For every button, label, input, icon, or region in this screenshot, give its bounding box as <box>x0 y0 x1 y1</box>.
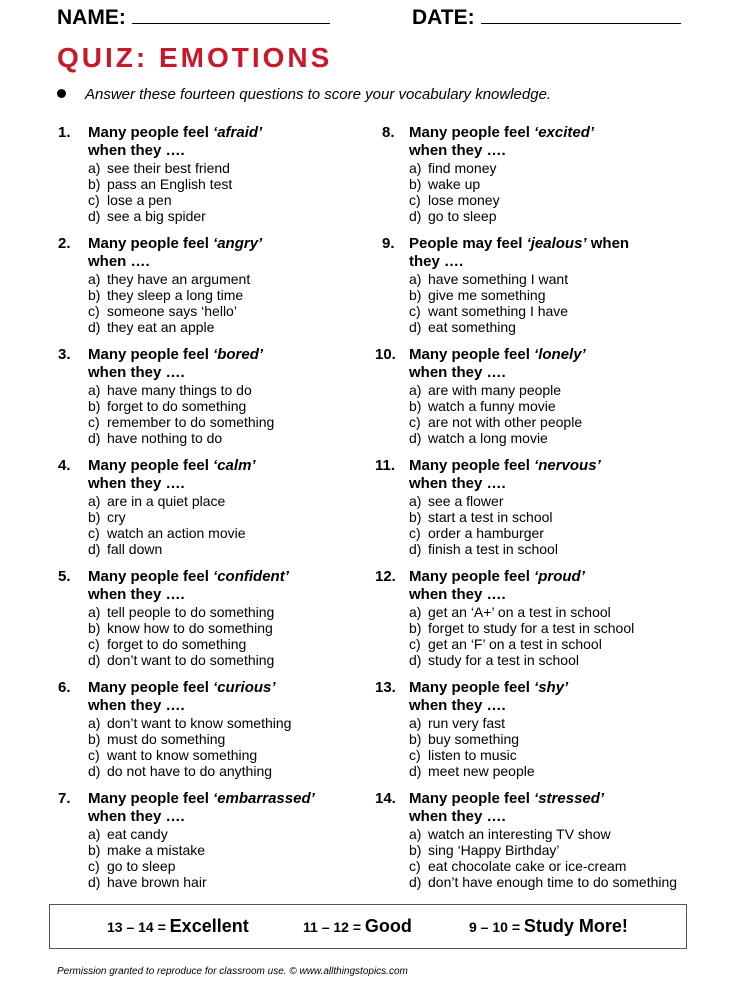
answer-option[interactable] <box>409 652 715 668</box>
option-text: are not with other people <box>428 414 583 430</box>
instructions <box>57 86 551 103</box>
question-prompt-line2: when they …. <box>88 808 185 825</box>
option-letter: c) <box>409 636 421 652</box>
answer-option[interactable] <box>88 731 388 747</box>
answer-option[interactable] <box>409 398 715 414</box>
question-body <box>88 124 388 224</box>
question-prompt <box>409 679 715 697</box>
option-letter: d) <box>409 763 422 779</box>
option-text: tell people to do something <box>107 604 275 620</box>
option-text: see a big spider <box>107 208 206 224</box>
question-prompt-line2: when they …. <box>88 586 185 603</box>
questions-left-column <box>58 124 388 901</box>
question-number: 1. <box>58 124 71 141</box>
answer-option[interactable] <box>409 604 715 620</box>
option-letter: d) <box>88 763 101 779</box>
question-body <box>88 457 388 557</box>
option-letter: b) <box>88 842 101 858</box>
option-letter: c) <box>88 192 100 208</box>
answer-option[interactable] <box>409 525 715 541</box>
option-text: see a flower <box>428 493 504 509</box>
option-letter: d) <box>88 319 101 335</box>
answer-option[interactable] <box>88 747 388 763</box>
option-text: eat something <box>428 319 516 335</box>
questions-right-column <box>375 124 715 901</box>
option-letter: b) <box>88 731 101 747</box>
question-prompt <box>88 679 388 697</box>
option-text: watch a funny movie <box>428 398 556 414</box>
answer-option[interactable] <box>409 826 715 842</box>
score-good <box>303 916 412 937</box>
option-text: forget to study for a test in school <box>428 620 635 636</box>
option-letter: a) <box>409 271 422 287</box>
option-text: pass an English test <box>107 176 233 192</box>
option-letter: d) <box>409 541 422 557</box>
date-label: DATE: <box>412 6 475 29</box>
answer-option[interactable] <box>88 493 388 509</box>
option-text: make a mistake <box>107 842 206 858</box>
answer-option[interactable] <box>409 493 715 509</box>
bullet-icon <box>57 89 66 98</box>
question-prompt <box>409 568 715 586</box>
question-number: 7. <box>58 790 71 807</box>
option-text: finish a test in school <box>428 541 558 557</box>
question-body <box>409 346 715 446</box>
answer-option[interactable] <box>88 604 388 620</box>
answer-option[interactable] <box>88 509 388 525</box>
option-letter: d) <box>88 430 101 446</box>
option-text: see their best friend <box>107 160 230 176</box>
option-text: watch an interesting TV show <box>428 826 611 842</box>
answer-option[interactable] <box>88 271 388 287</box>
answer-option[interactable] <box>88 176 388 192</box>
emotion-word: ‘bored’ <box>213 346 264 363</box>
option-letter: b) <box>409 731 422 747</box>
question-8 <box>375 124 715 235</box>
question-prompt-line2: when they …. <box>409 142 506 159</box>
emotion-word: ‘embarrassed’ <box>213 790 315 807</box>
option-letter: c) <box>88 747 100 763</box>
answer-option[interactable] <box>88 826 388 842</box>
option-letter: b) <box>88 620 101 636</box>
question-number: 9. <box>382 235 395 252</box>
option-text: have many things to do <box>107 382 252 398</box>
question-3 <box>58 346 388 457</box>
answer-option[interactable] <box>88 430 388 446</box>
answer-option[interactable] <box>88 414 388 430</box>
question-11 <box>375 457 715 568</box>
question-prompt <box>409 235 715 253</box>
answer-option[interactable] <box>409 620 715 636</box>
option-text: sing ‘Happy Birthday’ <box>428 842 560 858</box>
option-letter: c) <box>88 303 100 319</box>
option-letter: b) <box>88 176 101 192</box>
score-study-more <box>469 916 628 937</box>
option-letter: c) <box>88 414 100 430</box>
option-text: want something I have <box>428 303 569 319</box>
question-body <box>409 457 715 557</box>
option-text: want to know something <box>107 747 258 763</box>
answer-option[interactable] <box>409 176 715 192</box>
option-text: cry <box>107 509 126 525</box>
option-text: start a test in school <box>428 509 553 525</box>
question-7 <box>58 790 388 901</box>
option-text: buy something <box>428 731 520 747</box>
option-letter: a) <box>409 826 422 842</box>
answer-option[interactable] <box>88 858 388 874</box>
option-letter: c) <box>88 525 100 541</box>
question-number: 5. <box>58 568 71 585</box>
answer-option[interactable] <box>409 874 715 890</box>
question-prompt <box>88 124 388 142</box>
answer-option[interactable] <box>409 192 715 208</box>
question-1 <box>58 124 388 235</box>
answer-option[interactable] <box>409 160 715 176</box>
option-text: go to sleep <box>428 208 497 224</box>
answer-option[interactable] <box>409 271 715 287</box>
option-letter: d) <box>409 208 422 224</box>
prompt-text: Many people feel <box>88 457 214 474</box>
answer-option[interactable] <box>409 208 715 224</box>
answer-option[interactable] <box>409 541 715 557</box>
question-5 <box>58 568 388 679</box>
option-letter: b) <box>409 842 422 858</box>
question-prompt-line2: when they …. <box>409 586 506 603</box>
option-letter: b) <box>88 509 101 525</box>
option-text: they sleep a long time <box>107 287 244 303</box>
emotion-word: ‘calm’ <box>213 457 256 474</box>
prompt-text: People may feel <box>409 235 527 252</box>
answer-option[interactable] <box>409 430 715 446</box>
option-text: know how to do something <box>107 620 273 636</box>
question-13 <box>375 679 715 790</box>
answer-option[interactable] <box>88 525 388 541</box>
score-range: 11 – 12 = <box>303 919 365 935</box>
option-text: get an ‘F’ on a test in school <box>428 636 602 652</box>
prompt-text: Many people feel <box>409 679 535 696</box>
option-text: eat chocolate cake or ice-cream <box>428 858 627 874</box>
score-excellent <box>107 916 249 937</box>
question-body <box>409 235 715 335</box>
option-text: are in a quiet place <box>107 493 226 509</box>
answer-option[interactable] <box>409 715 715 731</box>
option-text: have brown hair <box>107 874 207 890</box>
prompt-text: Many people feel <box>409 457 535 474</box>
question-10 <box>375 346 715 457</box>
option-text: run very fast <box>428 715 506 731</box>
date-field[interactable] <box>412 6 681 30</box>
question-prompt-line2: they …. <box>409 253 464 270</box>
option-letter: d) <box>88 541 101 557</box>
question-body <box>409 568 715 668</box>
question-number: 8. <box>382 124 395 141</box>
question-prompt-line2: when they …. <box>409 808 506 825</box>
question-2 <box>58 235 388 346</box>
question-number: 10. <box>375 346 396 363</box>
option-text: fall down <box>107 541 163 557</box>
prompt-text: Many people feel <box>88 679 214 696</box>
option-letter: d) <box>409 652 422 668</box>
question-prompt <box>409 124 715 142</box>
emotion-word: ‘excited’ <box>534 124 595 141</box>
option-letter: b) <box>409 287 422 303</box>
option-letter: a) <box>409 493 422 509</box>
question-12 <box>375 568 715 679</box>
answer-option[interactable] <box>88 874 388 890</box>
answer-option[interactable] <box>409 763 715 779</box>
question-body <box>88 679 388 779</box>
score-range: 9 – 10 = <box>469 919 524 935</box>
option-text: are with many people <box>428 382 562 398</box>
prompt-text: Many people feel <box>88 235 214 252</box>
option-text: forget to do something <box>107 636 247 652</box>
emotion-word: ‘curious’ <box>213 679 276 696</box>
answer-option[interactable] <box>409 731 715 747</box>
score-grade: Excellent <box>169 916 249 936</box>
option-text: have nothing to do <box>107 430 223 446</box>
question-prompt <box>88 790 388 808</box>
answer-option[interactable] <box>409 382 715 398</box>
question-prompt <box>88 346 388 364</box>
option-text: wake up <box>428 176 481 192</box>
option-letter: a) <box>88 382 101 398</box>
option-text: must do something <box>107 731 226 747</box>
prompt-text: Many people feel <box>88 790 214 807</box>
question-body <box>88 790 388 890</box>
footer-permission: Permission granted to reproduce for classroom use. © www.allthingstopics.com <box>57 966 408 977</box>
prompt-text: Many people feel <box>409 346 535 363</box>
prompt-text-end: when <box>586 235 630 252</box>
question-prompt <box>88 457 388 475</box>
question-number: 11. <box>375 457 396 474</box>
question-number: 4. <box>58 457 71 474</box>
option-letter: d) <box>88 652 101 668</box>
answer-option[interactable] <box>88 382 388 398</box>
prompt-text: Many people feel <box>88 346 214 363</box>
answer-option[interactable] <box>88 192 388 208</box>
answer-option[interactable] <box>88 763 388 779</box>
option-letter: d) <box>88 874 101 890</box>
option-text: they eat an apple <box>107 319 215 335</box>
option-letter: c) <box>409 747 421 763</box>
question-4 <box>58 457 388 568</box>
option-letter: b) <box>409 509 422 525</box>
question-number: 14. <box>375 790 396 807</box>
prompt-text: Many people feel <box>409 568 535 585</box>
question-6 <box>58 679 388 790</box>
question-prompt-line2: when they …. <box>409 475 506 492</box>
question-prompt <box>409 457 715 475</box>
option-letter: a) <box>409 160 422 176</box>
option-letter: d) <box>88 208 101 224</box>
option-letter: b) <box>409 176 422 192</box>
question-body <box>409 124 715 224</box>
option-text: do not have to do anything <box>107 763 273 779</box>
emotion-word: ‘shy’ <box>534 679 569 696</box>
emotion-word: ‘confident’ <box>213 568 289 585</box>
option-letter: a) <box>88 271 101 287</box>
name-label: NAME: <box>57 6 126 29</box>
option-text: find money <box>428 160 497 176</box>
emotion-word: ‘lonely’ <box>534 346 586 363</box>
question-number: 2. <box>58 235 71 252</box>
answer-option[interactable] <box>88 652 388 668</box>
option-letter: a) <box>409 604 422 620</box>
option-letter: d) <box>409 430 422 446</box>
option-text: someone says ‘hello’ <box>107 303 237 319</box>
option-text: they have an argument <box>107 271 251 287</box>
option-letter: a) <box>88 160 101 176</box>
question-prompt-line2: when they …. <box>88 142 185 159</box>
question-body <box>409 679 715 779</box>
question-prompt-line2: when they …. <box>409 697 506 714</box>
option-letter: c) <box>409 525 421 541</box>
option-letter: c) <box>409 414 421 430</box>
question-prompt <box>409 346 715 364</box>
option-letter: a) <box>88 715 101 731</box>
emotion-word: ‘stressed’ <box>534 790 605 807</box>
name-field[interactable] <box>57 6 330 30</box>
option-text: don’t have enough time to do something <box>428 874 678 890</box>
option-letter: b) <box>409 398 422 414</box>
option-letter: d) <box>409 874 422 890</box>
option-text: go to sleep <box>107 858 176 874</box>
score-grade: Good <box>364 916 412 936</box>
option-letter: a) <box>88 826 101 842</box>
option-text: get an ‘A+’ on a test in school <box>428 604 611 620</box>
question-prompt-line2: when …. <box>88 253 150 270</box>
header <box>57 6 697 36</box>
option-letter: b) <box>88 398 101 414</box>
question-body <box>88 235 388 335</box>
answer-option[interactable] <box>409 319 715 335</box>
answer-option[interactable] <box>409 414 715 430</box>
answer-option[interactable] <box>88 398 388 414</box>
scoring-box <box>49 904 687 949</box>
option-text: meet new people <box>428 763 535 779</box>
option-text: have something I want <box>428 271 569 287</box>
prompt-text: Many people feel <box>88 568 214 585</box>
option-letter: c) <box>409 858 421 874</box>
answer-option[interactable] <box>409 842 715 858</box>
question-number: 6. <box>58 679 71 696</box>
option-text: listen to music <box>428 747 517 763</box>
question-body <box>88 568 388 668</box>
option-letter: c) <box>409 192 421 208</box>
option-text: study for a test in school <box>428 652 579 668</box>
option-text: don’t want to do something <box>107 652 275 668</box>
question-14 <box>375 790 715 901</box>
answer-option[interactable] <box>88 842 388 858</box>
question-prompt-line2: when they …. <box>88 364 185 381</box>
option-text: watch a long movie <box>428 430 548 446</box>
answer-option[interactable] <box>88 541 388 557</box>
question-number: 3. <box>58 346 71 363</box>
prompt-text: Many people feel <box>88 124 214 141</box>
answer-option[interactable] <box>88 715 388 731</box>
option-text: eat candy <box>107 826 168 842</box>
option-letter: a) <box>409 715 422 731</box>
option-text: don’t want to know something <box>107 715 292 731</box>
option-letter: c) <box>88 636 100 652</box>
question-prompt-line2: when they …. <box>88 475 185 492</box>
option-letter: b) <box>88 287 101 303</box>
option-text: remember to do something <box>107 414 275 430</box>
answer-option[interactable] <box>409 636 715 652</box>
question-prompt <box>88 568 388 586</box>
question-prompt <box>88 235 388 253</box>
option-text: order a hamburger <box>428 525 544 541</box>
answer-option[interactable] <box>88 208 388 224</box>
option-letter: a) <box>409 382 422 398</box>
prompt-text: Many people feel <box>409 124 535 141</box>
answer-option[interactable] <box>88 620 388 636</box>
emotion-word: ‘nervous’ <box>534 457 601 474</box>
answer-option[interactable] <box>409 287 715 303</box>
answer-option[interactable] <box>88 160 388 176</box>
answer-option[interactable] <box>88 319 388 335</box>
date-blank-line[interactable] <box>481 9 681 24</box>
question-number: 12. <box>375 568 396 585</box>
prompt-text: Many people feel <box>409 790 535 807</box>
question-prompt-line2: when they …. <box>409 364 506 381</box>
question-number: 13. <box>375 679 396 696</box>
question-9 <box>375 235 715 346</box>
score-grade: Study More! <box>523 916 628 936</box>
name-blank-line[interactable] <box>132 9 330 24</box>
answer-option[interactable] <box>409 303 715 319</box>
answer-option[interactable] <box>409 747 715 763</box>
option-letter: a) <box>88 493 101 509</box>
emotion-word: ‘proud’ <box>534 568 585 585</box>
option-text: watch an action movie <box>107 525 246 541</box>
question-prompt <box>409 790 715 808</box>
option-letter: c) <box>409 303 421 319</box>
instructions-text: Answer these fourteen questions to score your vocabulary knowledge. <box>85 86 552 103</box>
option-text: forget to do something <box>107 398 247 414</box>
score-range: 13 – 14 = <box>107 919 170 935</box>
answer-option[interactable] <box>88 287 388 303</box>
option-letter: d) <box>409 319 422 335</box>
option-letter: c) <box>88 858 100 874</box>
emotion-word: ‘angry’ <box>213 235 263 252</box>
option-letter: b) <box>409 620 422 636</box>
option-letter: a) <box>88 604 101 620</box>
answer-option[interactable] <box>88 303 388 319</box>
option-text: lose money <box>428 192 500 208</box>
option-text: lose a pen <box>107 192 172 208</box>
emotion-word: ‘afraid’ <box>213 124 263 141</box>
answer-option[interactable] <box>409 858 715 874</box>
question-prompt-line2: when they …. <box>88 697 185 714</box>
question-body <box>88 346 388 446</box>
answer-option[interactable] <box>88 636 388 652</box>
question-body <box>409 790 715 890</box>
emotion-word: ‘jealous’ <box>526 235 587 252</box>
page-title: QUIZ: EMOTIONS <box>57 42 333 73</box>
answer-option[interactable] <box>409 509 715 525</box>
option-text: give me something <box>428 287 546 303</box>
